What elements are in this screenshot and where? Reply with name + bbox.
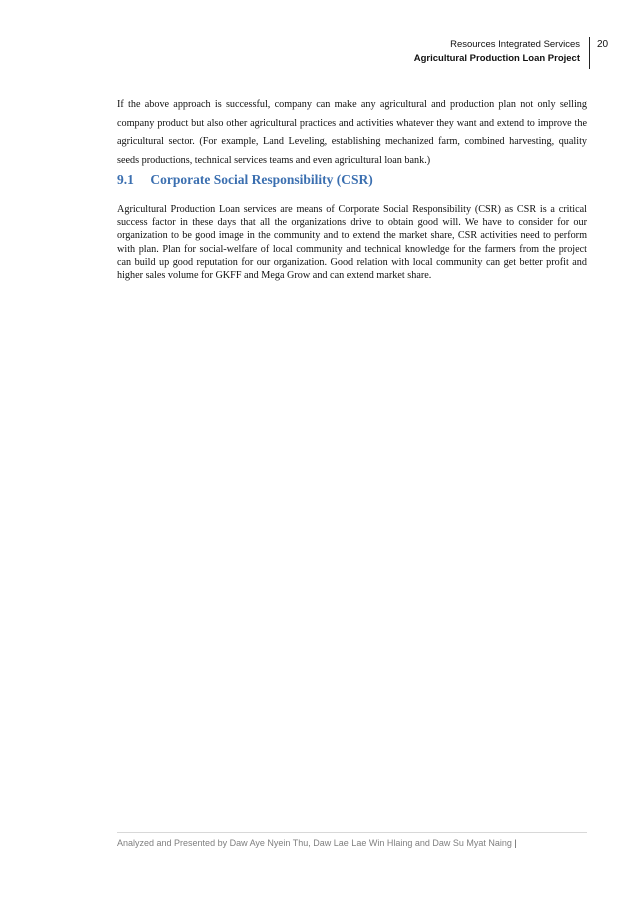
header-divider	[589, 37, 590, 69]
page-header	[388, 38, 588, 66]
csr-paragraph: Agricultural Production Loan services are means of Corporate Social Responsibility (CSR) as CSR is a critical success factor in these days that all the organizations drive to obtain good will. We have to consider for our organization to be good image in the community and to extend the market share, CSR activities need to perform with plan. Plan for social-welfare of local community and technical knowledge for the farmers from the project can build up good reputation for our organization. Good relation with local community can get better profit and higher sales volume for GKFF and Mega Grow and can extend market share.	[117, 204, 587, 282]
section-title: Corporate Social Responsibility (CSR)	[150, 172, 373, 187]
header-project-title: Agricultural Production Loan Project	[413, 53, 580, 64]
intro-paragraph: If the above approach is successful, company can make any agricultural and production plan not only selling company product but also other agricultural practices and activities whatever they want and extend to improve the agricultural sector. (For example, Land Leveling, establishing mechanized farm, combined harvesting, quality seeds productions, technical services teams and even agricultural loan bank.)	[117, 99, 587, 166]
footer-separator: |	[514, 838, 517, 848]
section-number: 9.1	[117, 172, 134, 187]
page-footer	[117, 838, 587, 848]
footer-text: Analyzed and Presented by Daw Aye Nyein Thu, Daw Lae Lae Win Hlaing and Daw Su Myat Naing	[117, 838, 512, 848]
header-organization: Resources Integrated Services	[450, 39, 580, 50]
footer-divider	[117, 832, 587, 833]
page-number: 20	[597, 39, 609, 50]
section-heading	[117, 172, 587, 188]
